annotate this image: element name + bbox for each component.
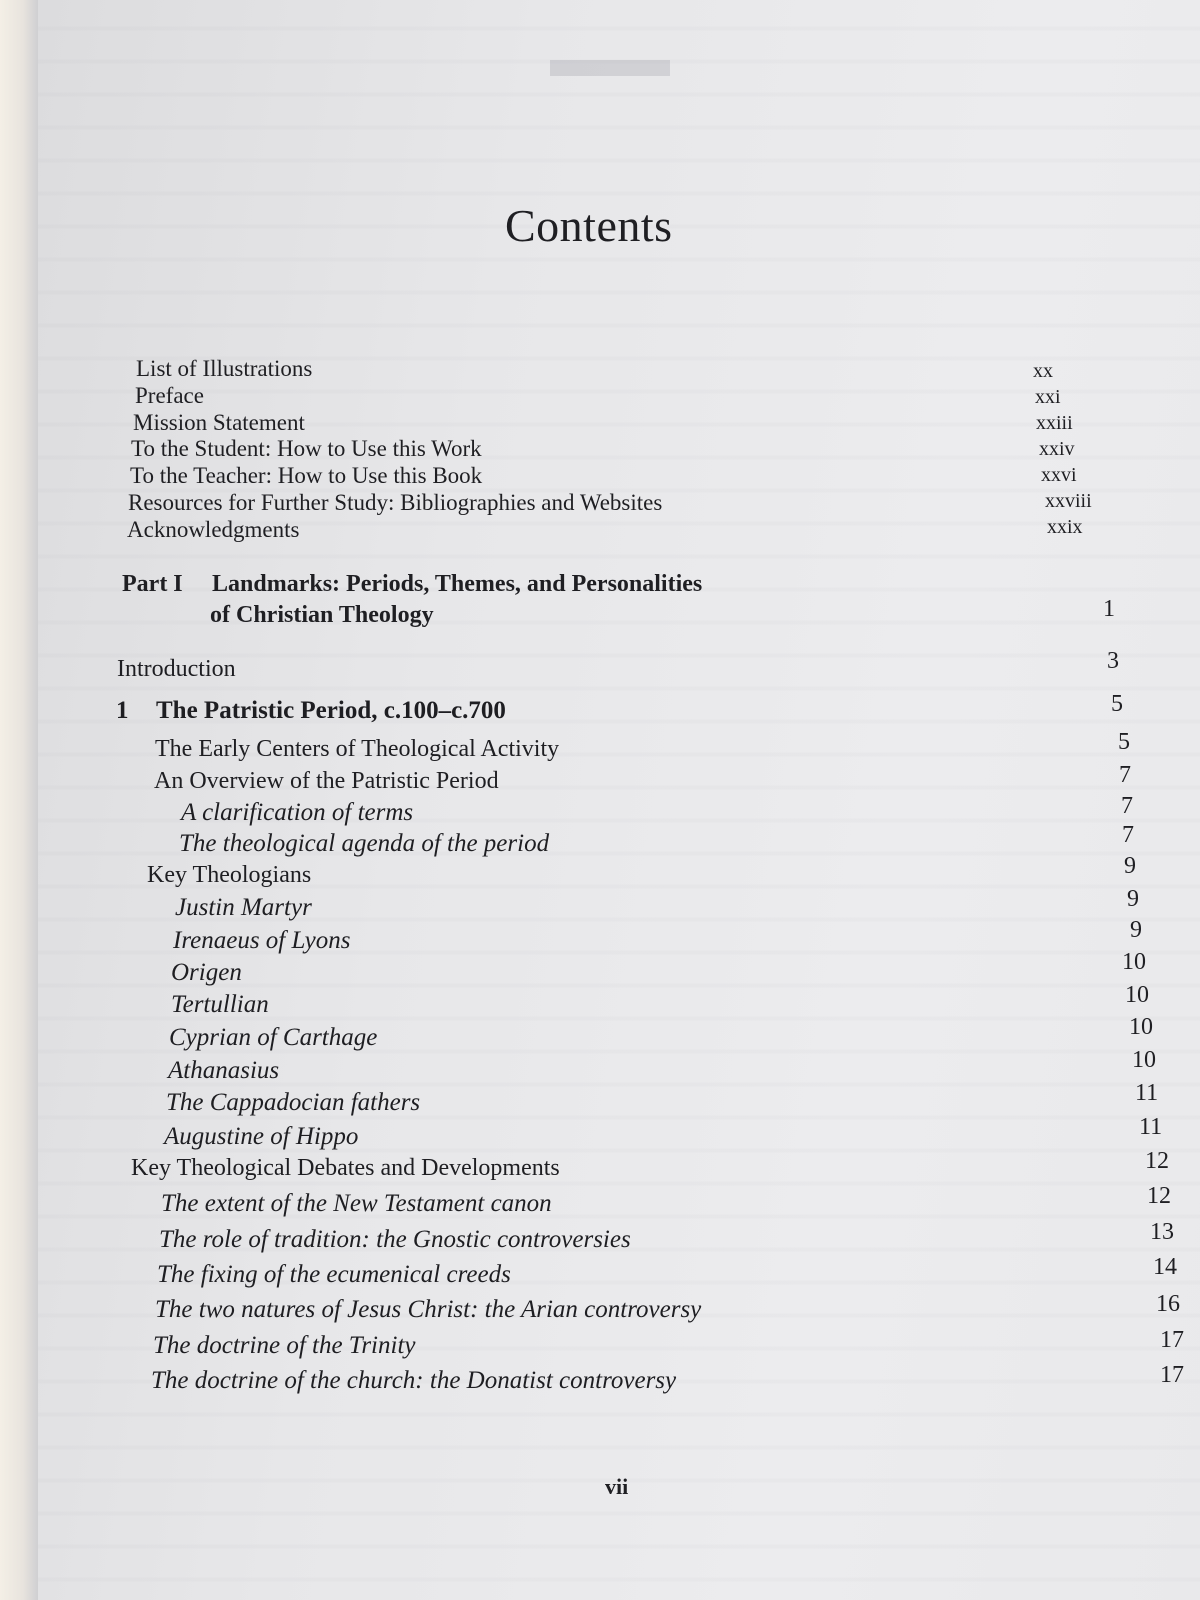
- toc-section-page: 11: [1139, 1114, 1163, 1140]
- toc-section-page: 16: [1156, 1291, 1180, 1317]
- toc-section-page: 9: [1127, 886, 1139, 912]
- toc-section-page: 13: [1150, 1219, 1174, 1245]
- toc-section-page: 9: [1130, 917, 1142, 943]
- toc-subsection: The theological agenda of the period: [179, 830, 550, 857]
- toc-section-page: 10: [1132, 1047, 1156, 1073]
- chapter-number: 1: [116, 697, 129, 724]
- toc-section-page: 11: [1135, 1080, 1159, 1106]
- toc-entry-label: List of Illustrations: [136, 356, 313, 381]
- chapter-title: The Patristic Period, c.100–c.700: [156, 697, 506, 724]
- part-title-line-2: of Christian Theology: [210, 602, 434, 628]
- toc-entry-page: xx: [1033, 360, 1053, 382]
- toc-section-page: 17: [1160, 1327, 1184, 1353]
- toc-entry-label: To the Student: How to Use this Work: [131, 436, 482, 461]
- toc-subsection: The role of tradition: the Gnostic controversies: [159, 1226, 631, 1253]
- toc-entry-page: xxix: [1047, 516, 1083, 538]
- toc-entry-page: xxvi: [1041, 464, 1077, 486]
- toc-subsection: The Cappadocian fathers: [166, 1089, 421, 1116]
- toc-subsection: Justin Martyr: [175, 894, 312, 921]
- toc-section: The Early Centers of Theological Activity: [155, 736, 560, 762]
- toc-section-page: 9: [1124, 853, 1136, 879]
- toc-subsection: The doctrine of the church: the Donatist controversy: [151, 1367, 677, 1394]
- toc-section-page: 10: [1122, 949, 1146, 975]
- toc-subsection: Athanasius: [168, 1057, 280, 1084]
- toc-subsection: Tertullian: [171, 991, 269, 1018]
- toc-section: Key Theologians: [147, 862, 312, 888]
- toc-entry-label: Resources for Further Study: Bibliographies and Websites: [128, 490, 663, 515]
- toc-section-page: 7: [1122, 822, 1134, 848]
- toc-subsection: The fixing of the ecumenical creeds: [157, 1261, 511, 1288]
- toc-subsection: A clarification of terms: [181, 799, 414, 826]
- book-gutter: [0, 0, 38, 1600]
- toc-subsection: Origen: [171, 959, 242, 986]
- toc-section: Key Theological Debates and Developments: [131, 1155, 560, 1181]
- introduction-label: Introduction: [117, 656, 236, 682]
- toc-subsection: The doctrine of the Trinity: [153, 1332, 416, 1359]
- toc-subsection: The two natures of Jesus Christ: the Arian controversy: [155, 1296, 702, 1323]
- toc-entry-page: xxi: [1035, 386, 1061, 408]
- toc-entry-page: xxiv: [1039, 438, 1075, 460]
- toc-section-page: 10: [1125, 982, 1149, 1008]
- toc-section-page: 7: [1121, 793, 1133, 819]
- running-head-bleed: [550, 60, 670, 76]
- toc-entry-label: Preface: [135, 383, 204, 408]
- toc-section-page: 12: [1147, 1183, 1171, 1209]
- toc-section-page: 5: [1118, 729, 1130, 755]
- toc-section-page: 10: [1129, 1014, 1153, 1040]
- toc-section-page: 12: [1145, 1148, 1169, 1174]
- page-title: Contents: [505, 199, 673, 251]
- toc-subsection: Irenaeus of Lyons: [173, 927, 351, 954]
- toc-section-page: 7: [1119, 762, 1131, 788]
- toc-entry-label: To the Teacher: How to Use this Book: [130, 463, 483, 488]
- part-number: Part I: [122, 571, 183, 597]
- toc-entry-page: xxviii: [1045, 490, 1092, 512]
- part-page: 1: [1103, 596, 1115, 622]
- toc-entry-label: Acknowledgments: [127, 517, 300, 542]
- page-folio: vii: [605, 1474, 629, 1499]
- introduction-page: 3: [1107, 648, 1119, 674]
- toc-section-page: 14: [1153, 1254, 1177, 1280]
- toc-entry-label: Mission Statement: [133, 410, 305, 435]
- toc-subsection: The extent of the New Testament canon: [161, 1190, 552, 1217]
- toc-section-page: 17: [1160, 1362, 1184, 1388]
- toc-subsection: Cyprian of Carthage: [169, 1024, 378, 1051]
- toc-section: An Overview of the Patristic Period: [154, 768, 499, 794]
- toc-subsection: Augustine of Hippo: [164, 1123, 359, 1150]
- chapter-page: 5: [1111, 691, 1123, 717]
- toc-entry-page: xxiii: [1036, 412, 1073, 434]
- part-title-line-1: Landmarks: Periods, Themes, and Personalities: [212, 571, 703, 597]
